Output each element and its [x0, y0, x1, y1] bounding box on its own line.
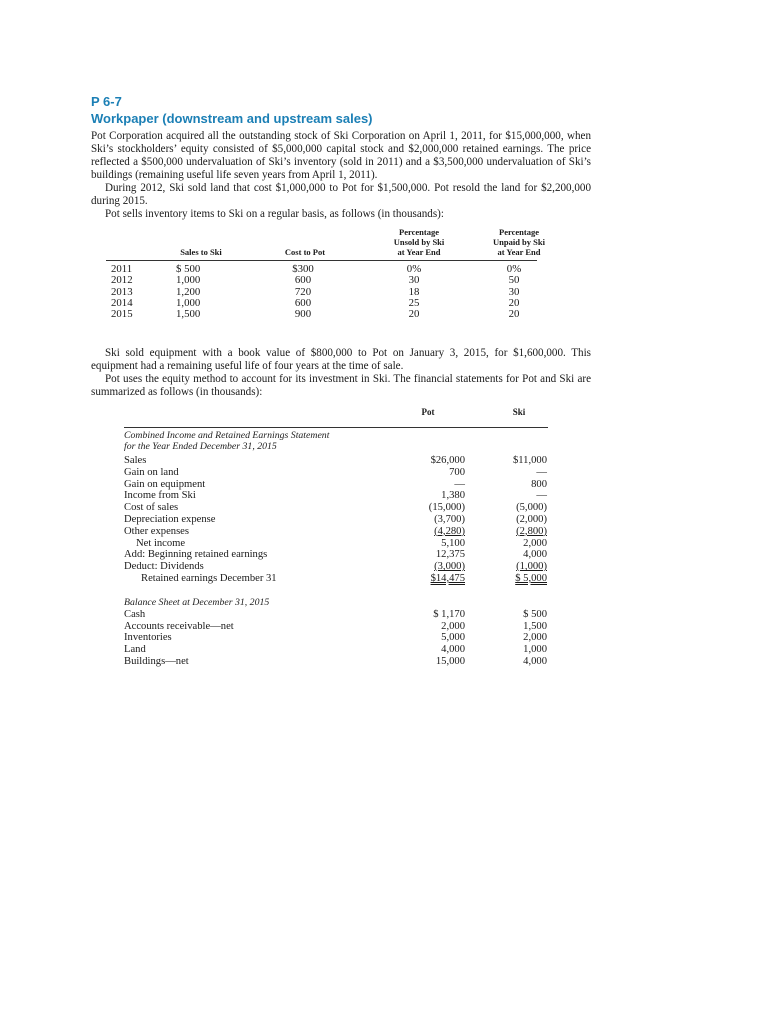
income-value-pot: $26,000	[430, 455, 465, 466]
sales-amount: 1,500	[176, 308, 201, 321]
balance-value-ski: 4,000	[523, 656, 547, 667]
sales-year: 2015	[111, 308, 133, 321]
balance-value-ski: 1,500	[523, 620, 547, 632]
income-row-label: Add: Beginning retained earnings	[124, 549, 268, 561]
balance-row-label: Land	[124, 644, 146, 656]
unpaid-percent: 20	[508, 308, 520, 321]
header-unsold-line: Percentage	[399, 227, 439, 237]
section-heading-line: Combined Income and Retained Earnings Statement	[124, 430, 330, 441]
problem-number: P 6-7	[91, 94, 122, 109]
unsold-percent: 30	[408, 274, 420, 287]
income-value-ski: 2,000	[523, 537, 547, 549]
paragraph-land-sale: During 2012, Ski sold land that cost $1,000,000 to Pot for $1,500,000. Pot resold the land for $2,200,000 during 2015.	[91, 182, 591, 207]
balance-row-label: Accounts receivable—net	[124, 620, 234, 632]
income-row-label: Income from Ski	[124, 490, 196, 502]
cost-amount: $300	[292, 263, 314, 275]
paragraph-acquisition: Pot Corporation acquired all the outstanding stock of Ski Corporation on April 1, 2011, for $15,000,000, when Ski’s stockholders’ equity consisted of $5,000,000 capital stock and $2,000,000 retained earnings. The price reflected a $500,000 undervaluation of Ski’s inventory (sold in 2011) and a $3,500,000 undervaluation of Ski’s buildings (remaining useful life seven years from April 1, 2011).	[91, 130, 591, 181]
income-value-pot: 700	[449, 466, 465, 478]
income-row-label: Other expenses	[124, 525, 190, 537]
income-value-pot: (4,280)	[434, 525, 465, 537]
income-value-ski: $11,000	[512, 455, 547, 466]
income-value-ski: (2,000)	[516, 514, 547, 525]
sales-year: 2012	[111, 274, 133, 287]
intercompany-sales-table	[106, 227, 566, 347]
income-value-ski: 4,000	[523, 549, 547, 561]
income-value-ski: —	[536, 490, 547, 502]
unpaid-percent: 30	[508, 285, 520, 298]
income-value-ski: —	[536, 466, 547, 478]
income-section-heading	[124, 430, 329, 452]
balance-section-heading: Balance Sheet at December 31, 2015	[124, 596, 270, 608]
sales-amount: 1,000	[176, 296, 201, 309]
cost-amount: 600	[294, 296, 312, 309]
balance-value-pot: 15,000	[435, 656, 465, 667]
sales-year: 2011	[111, 263, 133, 275]
income-value-ski: (5,000)	[516, 502, 547, 514]
balance-value-pot: 4,000	[441, 644, 465, 656]
header-rule	[106, 260, 537, 261]
balance-value-pot: 5,000	[441, 632, 465, 644]
sales-year: 2013	[111, 285, 133, 298]
column-header-ski: Ski	[512, 407, 526, 417]
cost-amount: 720	[294, 285, 312, 298]
header-unsold	[389, 227, 449, 257]
balance-row-label: Cash	[124, 608, 146, 620]
unpaid-percent: 20	[508, 296, 520, 309]
section-heading-line: for the Year Ended December 31, 2015	[124, 441, 277, 452]
income-value-ski: $ 5,000	[515, 573, 547, 584]
income-value-ski: 800	[531, 478, 547, 490]
income-row-label: Net income	[136, 537, 186, 549]
unsold-percent: 25	[408, 296, 420, 309]
income-value-pot: (15,000)	[428, 502, 465, 514]
header-unsold-line: Unsold by Ski	[393, 237, 445, 247]
header-unsold-line: at Year End	[397, 247, 441, 257]
balance-value-pot: $ 1,170	[433, 608, 465, 620]
header-cost: Cost to Pot	[284, 247, 326, 257]
income-row-label: Deduct: Dividends	[124, 561, 204, 573]
unpaid-percent: 0%	[506, 263, 522, 275]
income-value-pot: 12,375	[435, 549, 465, 561]
income-row-label: Gain on equipment	[124, 478, 206, 490]
balance-value-ski: 2,000	[523, 632, 547, 644]
income-row-label: Depreciation expense	[124, 514, 216, 525]
header-rule	[124, 427, 548, 428]
income-value-pot: (3,000)	[434, 561, 465, 573]
header-unpaid	[489, 227, 549, 257]
cost-amount: 600	[294, 274, 312, 287]
unpaid-percent: 50	[508, 274, 520, 287]
unsold-percent: 18	[408, 285, 420, 298]
column-header-pot: Pot	[421, 407, 435, 417]
balance-value-ski: $ 500	[523, 608, 547, 620]
cost-amount: 900	[294, 308, 312, 321]
paragraph-equipment-sale: Ski sold equipment with a book value of $800,000 to Pot on January 3, 2015, for $1,600,000. This equipment had a remaining useful life of four years at the time of sale.	[91, 347, 591, 372]
sales-amount: 1,200	[176, 285, 201, 298]
income-value-pot: —	[454, 478, 465, 490]
income-value-ski: (2,800)	[516, 525, 547, 537]
balance-row-label: Buildings—net	[124, 656, 189, 667]
income-value-pot: (3,700)	[434, 514, 465, 525]
income-row-label: Gain on land	[124, 466, 179, 478]
header-unpaid-line: Percentage	[499, 227, 539, 237]
problem-page	[91, 94, 591, 687]
income-value-pot: 1,380	[441, 490, 465, 502]
unsold-percent: 0%	[406, 263, 422, 275]
financial-statements	[91, 407, 571, 687]
income-value-ski: (1,000)	[516, 561, 547, 573]
header-sales: Sales to Ski	[180, 247, 222, 257]
sales-year: 2014	[111, 296, 133, 309]
income-row-label: Retained earnings December 31	[141, 573, 277, 584]
balance-value-ski: 1,000	[523, 644, 547, 656]
unsold-percent: 20	[408, 308, 420, 321]
balance-value-pot: 2,000	[441, 620, 465, 632]
balance-row-label: Inventories	[124, 632, 172, 644]
income-row-label: Cost of sales	[124, 502, 179, 514]
header-unpaid-line: at Year End	[497, 247, 541, 257]
paragraph-equity-method: Pot uses the equity method to account for its investment in Ski. The financial statements for Pot and Ski are summarized as follows (in thousands):	[91, 373, 591, 398]
income-row-label: Sales	[124, 455, 147, 466]
problem-title: Workpaper (downstream and upstream sales)	[91, 111, 373, 126]
income-value-pot: 5,100	[441, 537, 465, 549]
sales-amount: $ 500	[176, 263, 201, 275]
sales-amount: 1,000	[176, 274, 201, 287]
header-unpaid-line: Unpaid by Ski	[493, 237, 545, 247]
income-value-pot: $14,475	[430, 573, 465, 584]
paragraph-inventory-sales: Pot sells inventory items to Ski on a regular basis, as follows (in thousands):	[105, 208, 444, 220]
